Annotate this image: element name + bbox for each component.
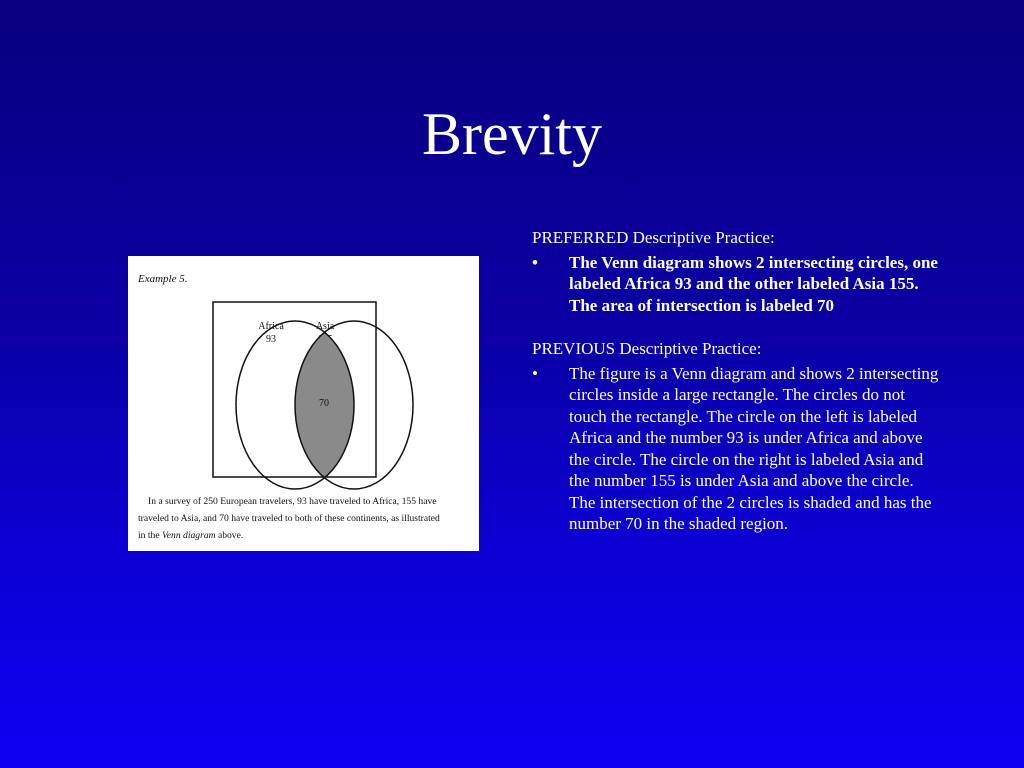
previous-text: The figure is a Venn diagram and shows 2 intersecting circles inside a large rectangle. The circles do not touch the rectangle. The circle on the left is labeled Africa and the number 93 is under Africa and above the circle. The circle on the right is labeled Asia and the number 155 is under Asia and above the circle. The intersection of the 2 circles is shaded and has the number 70 in the shaded region. (569, 363, 939, 533)
circle-left-value: 93 (266, 334, 276, 345)
intersection-value: 70 (319, 398, 329, 409)
previous-heading: PREVIOUS Descriptive Practice: (532, 339, 762, 358)
preferred-text: The Venn diagram shows 2 intersecting circles, one labeled Africa 93 and the other labeled Asia 155. The area of intersection is labeled 70 (569, 252, 938, 315)
venn-diagram (128, 256, 479, 551)
slide-title: Brevity (422, 101, 602, 167)
bullet-dot-icon: • (532, 252, 538, 272)
caption-line-3-italic: Venn diagram (161, 530, 216, 541)
caption-line-3 (138, 530, 243, 541)
previous-bullet-item (532, 363, 942, 535)
caption-line-3-suffix: above. (215, 530, 244, 541)
caption-line-2: traveled to Asia, and 70 have traveled to both of these continents, as illustrated (138, 513, 440, 524)
preferred-heading: PREFERRED Descriptive Practice: (532, 228, 775, 247)
circle-left-name: Africa (258, 321, 284, 332)
description-panel (532, 227, 942, 535)
circle-right-name: Asia (315, 321, 335, 332)
venn-figure-image (128, 256, 479, 551)
preferred-bullet-item (532, 252, 942, 317)
bullet-dot-icon: • (532, 363, 538, 383)
example-label: Example 5. (138, 273, 188, 285)
caption-line-1: In a survey of 250 European travelers, 93 have traveled to Africa, 155 have (148, 496, 437, 507)
caption-line-3-prefix: in the (138, 530, 162, 541)
